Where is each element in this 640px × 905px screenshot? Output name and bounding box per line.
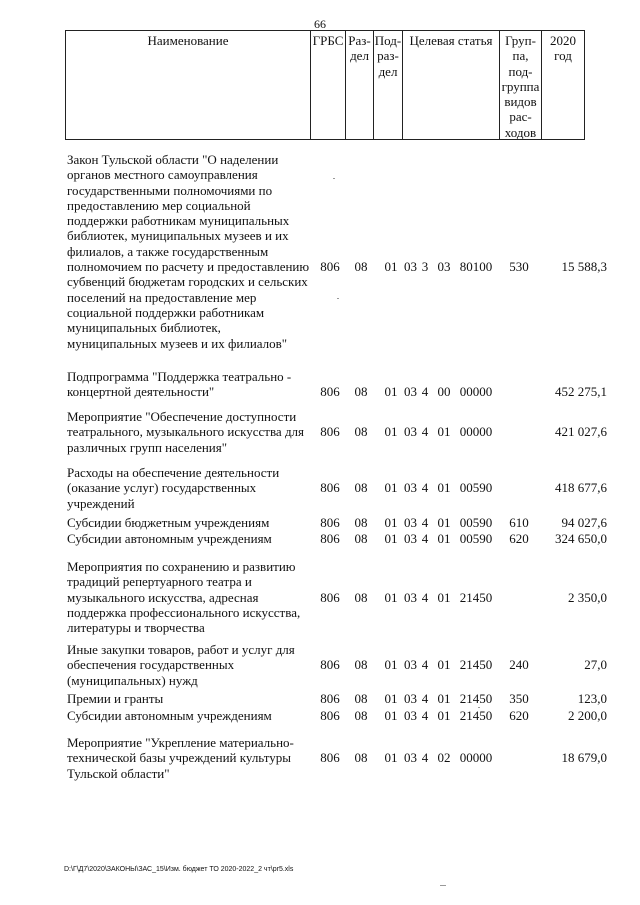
cell-t2: 4 — [421, 589, 429, 605]
cell-sum: 94 027,6 — [561, 515, 607, 530]
row-name: Подпрограмма "Поддержка театрально - концертной деятельности" — [67, 369, 292, 400]
cell-podrazdel: 01 — [384, 259, 398, 275]
cell-razdel: 08 — [354, 259, 368, 275]
cell-podrazdel: 01 — [384, 515, 398, 530]
cell-grbs: 806 — [320, 259, 340, 275]
cell-t1: 03 — [404, 259, 417, 275]
cell-sum: 421 027,6 — [555, 424, 607, 440]
cell-t4: 21450 — [459, 708, 493, 723]
cell-t3: 01 — [437, 424, 451, 440]
row-name: Закон Тульской области "О наделении органов местного самоуправления государственными полномочиями по предоставлению мер социальной поддержки работникам муниципальных библиотек, муниципальных музеев и их филиалов, а также государственным полномочием по расчету и предоставлению субвенций бюджетам городских и сельских поселений на предоставление мер социальной поддержки работникам муниципальных библиотек, муниципальных музеев и их филиалов" — [67, 152, 310, 351]
cell-podrazdel: 01 — [384, 657, 398, 673]
cell-grbs: 806 — [320, 708, 340, 723]
row-name: Мероприятие "Укрепление материально- технической базы учреждений культуры Тульской области" — [67, 735, 294, 781]
cell-podrazdel: 01 — [384, 531, 398, 546]
cell-t1: 03 — [404, 424, 417, 440]
row-name: Расходы на обеспечение деятельности (оказание услуг) государственных учреждений — [67, 465, 280, 511]
cell-sum: 418 677,6 — [555, 480, 607, 496]
cell-podrazdel: 01 — [384, 424, 398, 440]
row-name: Иные закупки товаров, работ и услуг для обеспечения государственных (муниципальных) нужд — [67, 642, 295, 688]
cell-t3: 03 — [437, 259, 451, 275]
cell-grbs: 806 — [320, 657, 340, 673]
cell-t2: 4 — [421, 657, 429, 673]
cell-t1: 03 — [404, 691, 417, 706]
header-podrazdel: Под- раз- дел — [374, 31, 403, 139]
cell-sum: 452 275,1 — [555, 384, 607, 400]
cell-grbs: 806 — [320, 480, 340, 496]
row-name: Субсидии автономным учреждениям — [67, 708, 272, 723]
cell-razdel: 08 — [354, 691, 368, 706]
cell-podrazdel: 01 — [384, 384, 398, 400]
header-razdel: Раз- дел — [346, 31, 374, 139]
cell-t3: 01 — [437, 515, 451, 530]
table-header — [65, 30, 585, 140]
cell-sum: 15 588,3 — [561, 259, 607, 275]
cell-t1: 03 — [404, 384, 417, 400]
cell-t1: 03 — [404, 515, 417, 530]
cell-razdel: 08 — [354, 708, 368, 723]
cell-razdel: 08 — [354, 750, 368, 766]
cell-grbs: 806 — [320, 589, 340, 605]
cell-vid: 620 — [509, 708, 529, 723]
scan-speck — [333, 178, 335, 179]
cell-sum: 18 679,0 — [561, 750, 607, 766]
cell-t4: 21450 — [459, 589, 493, 605]
cell-t1: 03 — [404, 708, 417, 723]
cell-t4: 21450 — [459, 691, 493, 706]
cell-t2: 4 — [421, 515, 429, 530]
header-grbs: ГРБС — [311, 31, 346, 139]
cell-t1: 03 — [404, 480, 417, 496]
cell-grbs: 806 — [320, 750, 340, 766]
cell-grbs: 806 — [320, 384, 340, 400]
row-name: Мероприятия по сохранению и развитию традиций репертуарного театра и музыкального искусства, адресная поддержка профессионального искусства, литературы и творчества — [67, 559, 301, 636]
cell-razdel: 08 — [354, 589, 368, 605]
cell-podrazdel: 01 — [384, 691, 398, 706]
cell-t1: 03 — [404, 589, 417, 605]
header-group: Груп- па, под- группа видов рас- ходов — [500, 31, 542, 139]
scan-speck — [337, 298, 339, 299]
page-number: 66 — [314, 17, 326, 31]
cell-sum: 27,0 — [584, 657, 607, 673]
cell-t3: 01 — [437, 531, 451, 546]
cell-t3: 01 — [437, 589, 451, 605]
cell-t2: 4 — [421, 750, 429, 766]
cell-t3: 01 — [437, 691, 451, 706]
cell-t2: 3 — [421, 259, 429, 275]
row-name: Субсидии автономным учреждениям — [67, 531, 272, 546]
cell-t4: 00000 — [459, 424, 493, 440]
cell-t2: 4 — [421, 531, 429, 546]
cell-sum: 2 200,0 — [568, 708, 607, 723]
cell-grbs: 806 — [320, 691, 340, 706]
cell-podrazdel: 01 — [384, 708, 398, 723]
cell-t1: 03 — [404, 657, 417, 673]
cell-razdel: 08 — [354, 480, 368, 496]
cell-sum: 324 650,0 — [555, 531, 607, 546]
cell-razdel: 08 — [354, 515, 368, 530]
cell-t3: 01 — [437, 480, 451, 496]
cell-podrazdel: 01 — [384, 480, 398, 496]
cell-vid: 530 — [509, 259, 529, 275]
cell-t4: 00590 — [459, 480, 493, 496]
cell-t1: 03 — [404, 531, 417, 546]
cell-t4: 00000 — [459, 384, 493, 400]
cell-t2: 4 — [421, 691, 429, 706]
cell-razdel: 08 — [354, 384, 368, 400]
cell-t3: 01 — [437, 657, 451, 673]
cell-t3: 02 — [437, 750, 451, 766]
cell-t3: 00 — [437, 384, 451, 400]
cell-sum: 2 350,0 — [568, 589, 607, 605]
footer-file-path: D:\Г\Д7\2020\ЗАКОНЫ\ЗАС_15\Изм. бюджет ТО 2020-2022_2 чт\pr5.xls — [64, 866, 294, 873]
cell-t4: 21450 — [459, 657, 493, 673]
cell-t4: 80100 — [459, 259, 493, 275]
header-target: Целевая статья — [403, 31, 500, 139]
cell-t4: 00590 — [459, 515, 493, 530]
cell-vid: 350 — [509, 691, 529, 706]
cell-grbs: 806 — [320, 424, 340, 440]
cell-t2: 4 — [421, 424, 429, 440]
cell-t3: 01 — [437, 708, 451, 723]
cell-razdel: 08 — [354, 424, 368, 440]
cell-podrazdel: 01 — [384, 750, 398, 766]
cell-t2: 4 — [421, 480, 429, 496]
row-name: Субсидии бюджетным учреждениям — [67, 515, 270, 530]
cell-grbs: 806 — [320, 531, 340, 546]
cell-t2: 4 — [421, 384, 429, 400]
row-name: Мероприятие "Обеспечение доступности театрального, музыкального искусства для различных групп населения" — [67, 409, 305, 455]
cell-t4: 00000 — [459, 750, 493, 766]
cell-vid: 240 — [509, 657, 529, 673]
header-year: 2020 год — [550, 33, 576, 64]
scan-speck — [440, 885, 446, 886]
cell-sum: 123,0 — [577, 691, 607, 706]
scan-speck — [478, 707, 480, 708]
header-name: Наименование — [66, 31, 311, 139]
cell-vid: 610 — [509, 515, 529, 530]
cell-razdel: 08 — [354, 531, 368, 546]
cell-podrazdel: 01 — [384, 589, 398, 605]
cell-t1: 03 — [404, 750, 417, 766]
row-name: Премии и гранты — [67, 691, 164, 706]
cell-grbs: 806 — [320, 515, 340, 530]
cell-t2: 4 — [421, 708, 429, 723]
cell-vid: 620 — [509, 531, 529, 546]
cell-razdel: 08 — [354, 657, 368, 673]
cell-t4: 00590 — [459, 531, 493, 546]
